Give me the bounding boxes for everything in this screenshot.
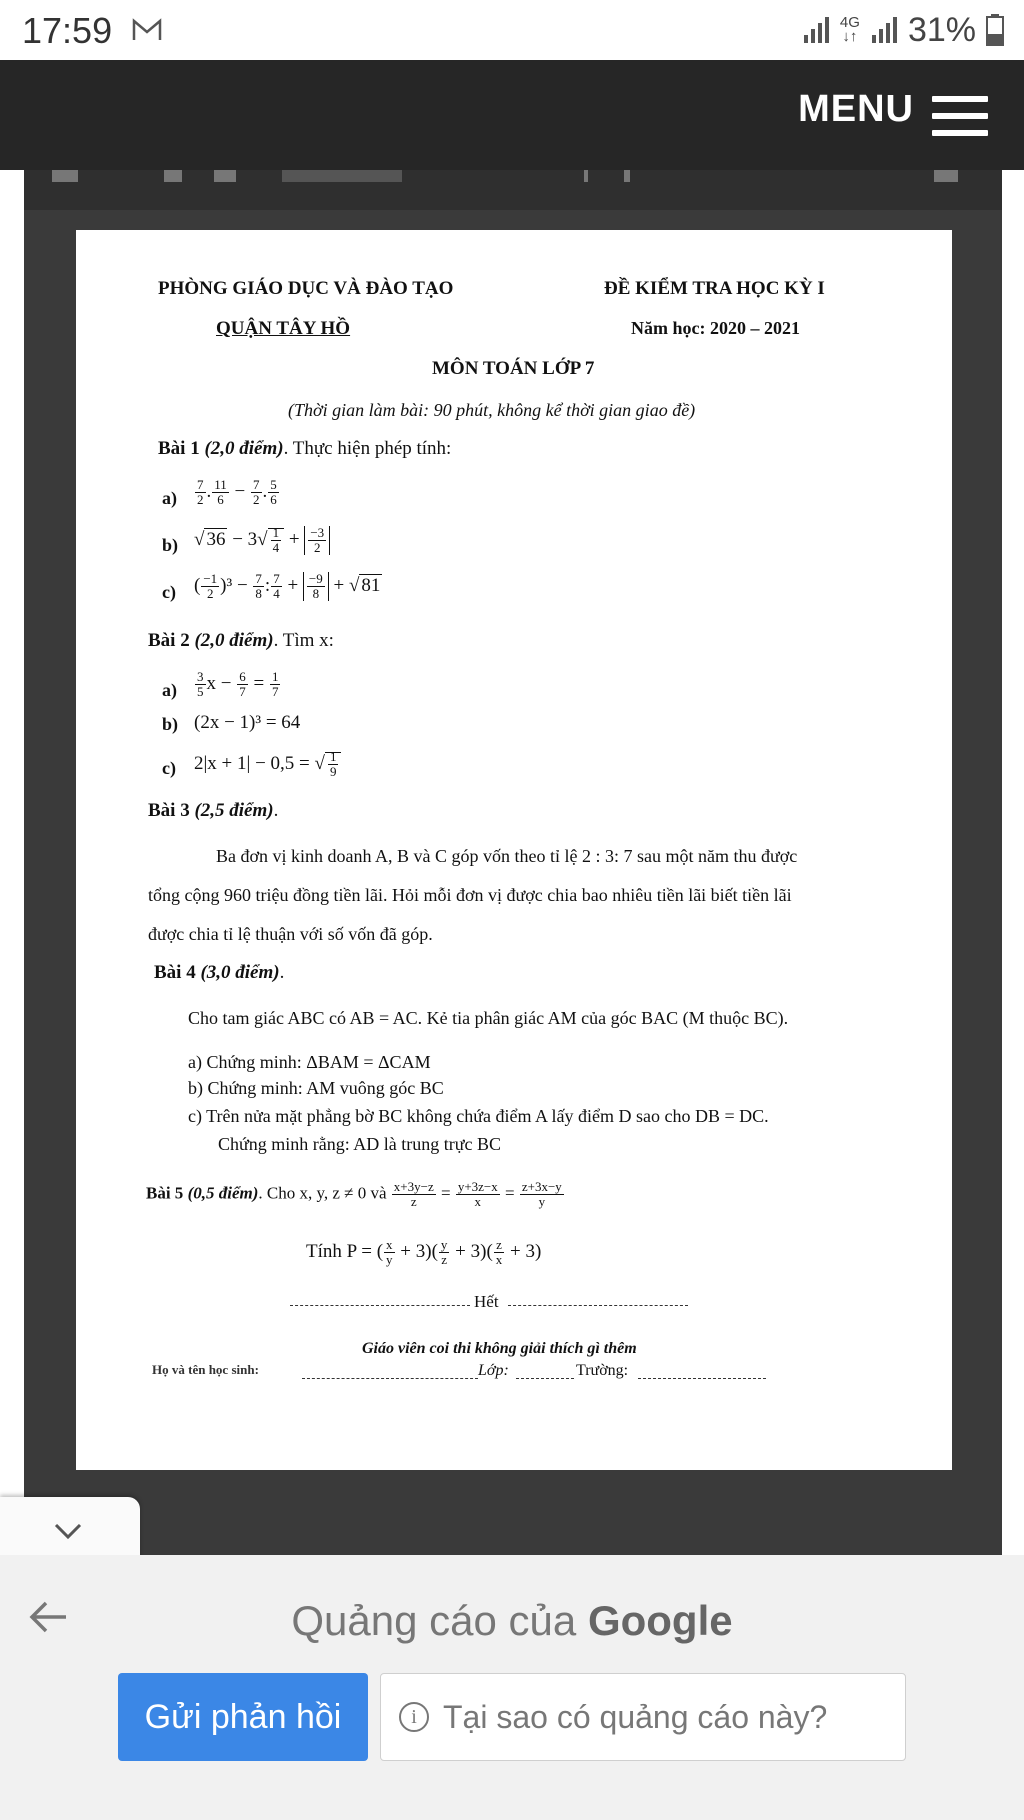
document-page: [76, 230, 952, 1470]
exam-title: ĐỀ KIỂM TRA HỌC KỲ I: [604, 278, 825, 299]
ad-title: Quảng cáo của Google: [291, 1597, 733, 1644]
status-time: 17:59: [22, 10, 113, 51]
school-label: Trường:: [576, 1362, 629, 1379]
hamburger-icon[interactable]: [932, 96, 988, 136]
viewer-toolbar: [24, 170, 1002, 210]
q3-text-line-2: tổng cộng 960 triệu đồng tiền lãi. Hỏi mỗi đơn vị được chia bao nhiêu tiền lãi biết tiền lãi: [148, 885, 792, 905]
top-menu-bar: [0, 60, 1024, 170]
student-name-label: Họ và tên học sinh:: [152, 1362, 259, 1377]
teacher-note: Giáo viên coi thi không giải thích gì thêm: [362, 1340, 637, 1357]
q5-calc-expression: Tính P = ( $\frac{x}{y}$ + 3)( $\frac{y}{z}$ + 3)( $\frac{z}{x}$ + 3): [306, 1237, 542, 1267]
q1-b-label: b): [162, 535, 179, 555]
why-this-ad-label: Tại sao có quảng cáo này?: [443, 1698, 828, 1735]
status-bar: [0, 0, 1024, 60]
q2-c-expression: 2|x + 1| − 0,5 = √ $\frac{1}{9}$: [194, 750, 341, 779]
exam-duration: (Thời gian làm bài: 90 phút, không kể thời gian giao đề): [288, 400, 696, 420]
q3-text-line-3: được chia tỉ lệ thuận với số vốn đã góp.: [148, 924, 433, 944]
question-1-title: Bài 1 (2,0 điểm). Thực hiện phép tính:: [158, 438, 452, 459]
q4-text: Cho tam giác ABC có AB = AC. Kẻ tia phân giác AM của góc BAC (M thuộc BC).: [188, 1008, 789, 1028]
signal-icon-2: [870, 15, 898, 45]
subject-title: MÔN TOÁN LỚP 7: [432, 358, 595, 379]
battery-percent: 31%: [907, 10, 976, 49]
network-type: 4G ↓↑: [839, 14, 860, 45]
chevron-down-icon[interactable]: [54, 1517, 82, 1545]
q1-c-expression: ( $\frac{-1}{2}$ )³ − $\frac{7}{8}$ : $\frac{7}{4}$ + $\frac{-9}{8}$ + √ 81: [194, 571, 381, 601]
battery-icon: [986, 14, 1004, 46]
q2-a-expression: $\frac{3}{5}$ x − $\frac{6}{7}$ = $\frac{1}{7}$: [197, 669, 279, 699]
question-5-title: Bài 5 (0,5 điểm). Cho x, y, z ≠ 0 và $\frac{x+3y-z}{z}$ = $\frac{y+3z-x}{x}$ = $\frac{z+3x-y}{y}$: [146, 1179, 562, 1209]
why-this-ad-button[interactable]: [380, 1673, 906, 1761]
pdf-viewer[interactable]: [24, 170, 1002, 1555]
q2-b-label: b): [162, 714, 179, 734]
q2-b-expression: (2x − 1)³ = 64: [194, 712, 301, 733]
q1-c-label: c): [162, 582, 176, 602]
q2-c-label: c): [162, 758, 176, 778]
question-3-title: Bài 3 (2,5 điểm).: [148, 800, 279, 821]
menu-button[interactable]: MENU: [798, 88, 914, 130]
class-label: Lớp:: [478, 1362, 509, 1379]
q3-text-line-1: Ba đơn vị kinh doanh A, B và C góp vốn theo tỉ lệ 2 : 3: 7 sau một năm thu được: [216, 846, 798, 866]
question-4-title: Bài 4 (3,0 điểm).: [154, 962, 285, 983]
dept-name: PHÒNG GIÁO DỤC VÀ ĐÀO TẠO: [158, 278, 454, 299]
q4-c: c) Trên nửa mặt phẳng bờ BC không chứa điểm A lấy điểm D sao cho DB = DC.: [188, 1106, 769, 1126]
q1-a-expression: $\frac{7}{2}$ . $\frac{11}{6}$ − $\frac{7}{2}$ . $\frac{5}{6}$: [197, 477, 277, 507]
q1-b-expression: √ 36 − 3√ $\frac{1}{4}$ + $\frac{-3}{2}$: [194, 526, 330, 555]
ad-panel: [0, 1555, 1024, 1820]
q2-a-label: a): [162, 680, 177, 700]
gmail-icon: [132, 18, 162, 42]
school-year: Năm học: 2020 – 2021: [631, 318, 800, 338]
end-marker: Hết: [474, 1292, 499, 1311]
q4-a: a) Chứng minh: ΔBAM = ΔCAM: [188, 1052, 431, 1072]
info-icon: i: [399, 1702, 429, 1732]
send-feedback-button[interactable]: Gửi phản hồi: [118, 1673, 368, 1761]
question-2-title: Bài 2 (2,0 điểm). Tìm x:: [148, 630, 334, 651]
q1-a-label: a): [162, 488, 177, 508]
district-name: QUẬN TÂY HỒ: [216, 318, 351, 339]
q4-b: b) Chứng minh: AM vuông góc BC: [188, 1078, 444, 1098]
signal-icon: [802, 15, 830, 45]
collapse-tab[interactable]: [0, 1497, 140, 1563]
q4-c-continued: Chứng minh rằng: AD là trung trực BC: [218, 1134, 501, 1154]
status-indicators: [802, 10, 1004, 50]
